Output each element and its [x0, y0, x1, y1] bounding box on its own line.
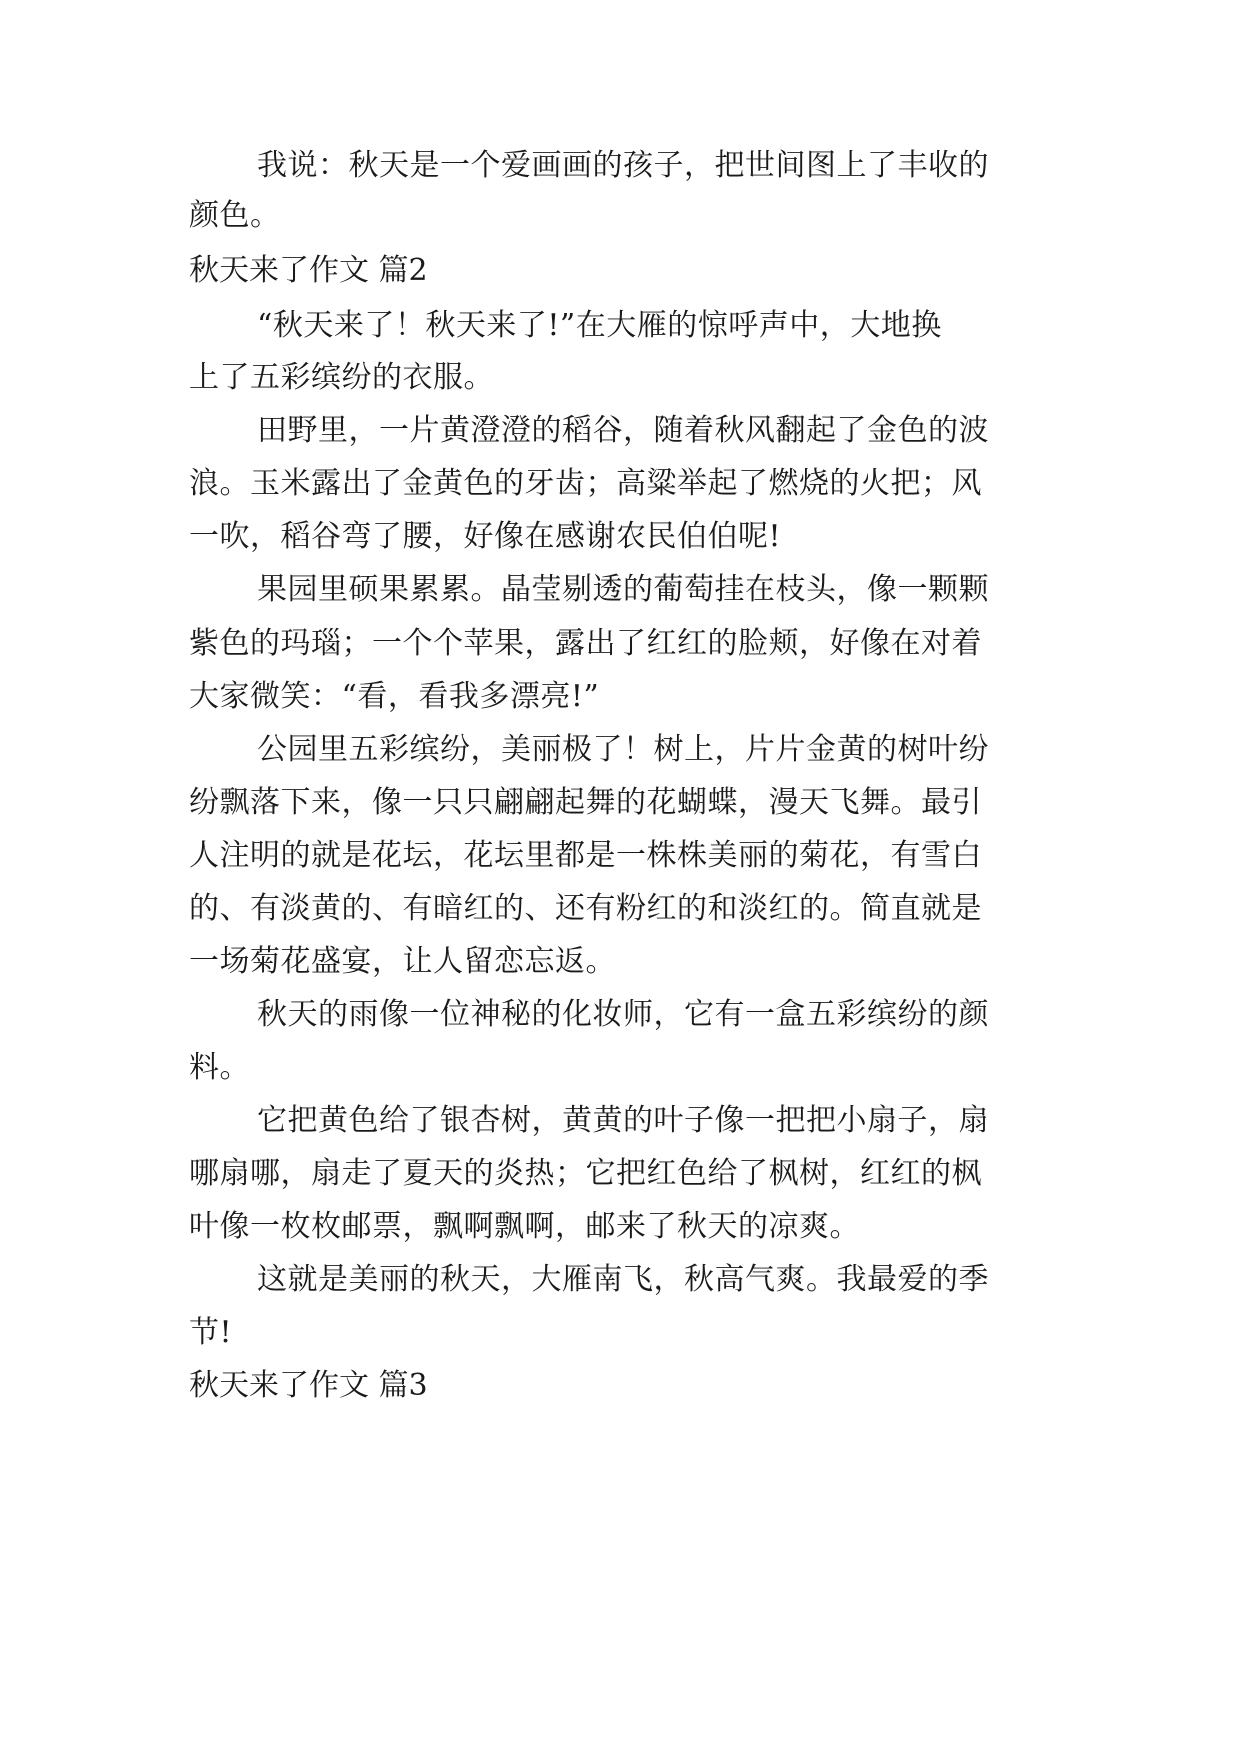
paragraph-line: 节! — [189, 1315, 233, 1350]
paragraph-line: 公园里五彩缤纷，美丽极了！树上，片片金黄的树叶纷 — [257, 732, 989, 767]
paragraph-line: 叶像一枚枚邮票，飘啊飘啊，邮来了秋天的凉爽。 — [189, 1209, 860, 1244]
paragraph-line: 浪。玉米露出了金黄色的牙齿；高粱举起了燃烧的火把；风 — [189, 466, 982, 501]
paragraph-line: 一场菊花盛宴，让人留恋忘返。 — [189, 944, 616, 979]
paragraph-line: 一吹，稻谷弯了腰，好像在感谢农民伯伯呢! — [189, 519, 782, 554]
paragraph-line: 这就是美丽的秋天，大雁南飞，秋高气爽。我最爱的季 — [257, 1262, 989, 1297]
paragraph-line: “秋天来了！秋天来了!”在大雁的惊呼声中，大地换 — [257, 308, 942, 343]
paragraph-line: 人注明的就是花坛，花坛里都是一株株美丽的菊花，有雪白 — [189, 838, 982, 873]
paragraph-line: 大家微笑：“看，看我多漂亮!” — [189, 679, 600, 714]
paragraph-line: 哪扇哪，扇走了夏天的炎热；它把红色给了枫树，红红的枫 — [189, 1156, 982, 1191]
paragraph-line: 颜色。 — [189, 198, 281, 233]
paragraph-line: 我说：秋天是一个爱画画的孩子，把世间图上了丰收的 — [257, 148, 989, 183]
paragraph-line: 上了五彩缤纷的衣服。 — [189, 360, 494, 395]
paragraph-line: 紫色的玛瑙；一个个苹果，露出了红红的脸颊，好像在对着 — [189, 626, 982, 661]
section-heading: 秋天来了作文 篇2 — [189, 253, 428, 288]
paragraph-line: 秋天的雨像一位神秘的化妆师，它有一盒五彩缤纷的颜 — [257, 997, 989, 1032]
paragraph-line: 纷飘落下来，像一只只翩翩起舞的花蝴蝶，漫天飞舞。最引 — [189, 785, 982, 820]
paragraph-line: 的、有淡黄的、有暗红的、还有粉红的和淡红的。简直就是 — [189, 891, 982, 926]
section-heading: 秋天来了作文 篇3 — [189, 1368, 428, 1403]
paragraph-line: 田野里，一片黄澄澄的稻谷，随着秋风翻起了金色的波 — [257, 413, 989, 448]
paragraph-line: 果园里硕果累累。晶莹剔透的葡萄挂在枝头，像一颗颗 — [257, 572, 989, 607]
paragraph-line: 料。 — [189, 1050, 250, 1085]
paragraph-line: 它把黄色给了银杏树，黄黄的叶子像一把把小扇子，扇 — [257, 1103, 989, 1138]
